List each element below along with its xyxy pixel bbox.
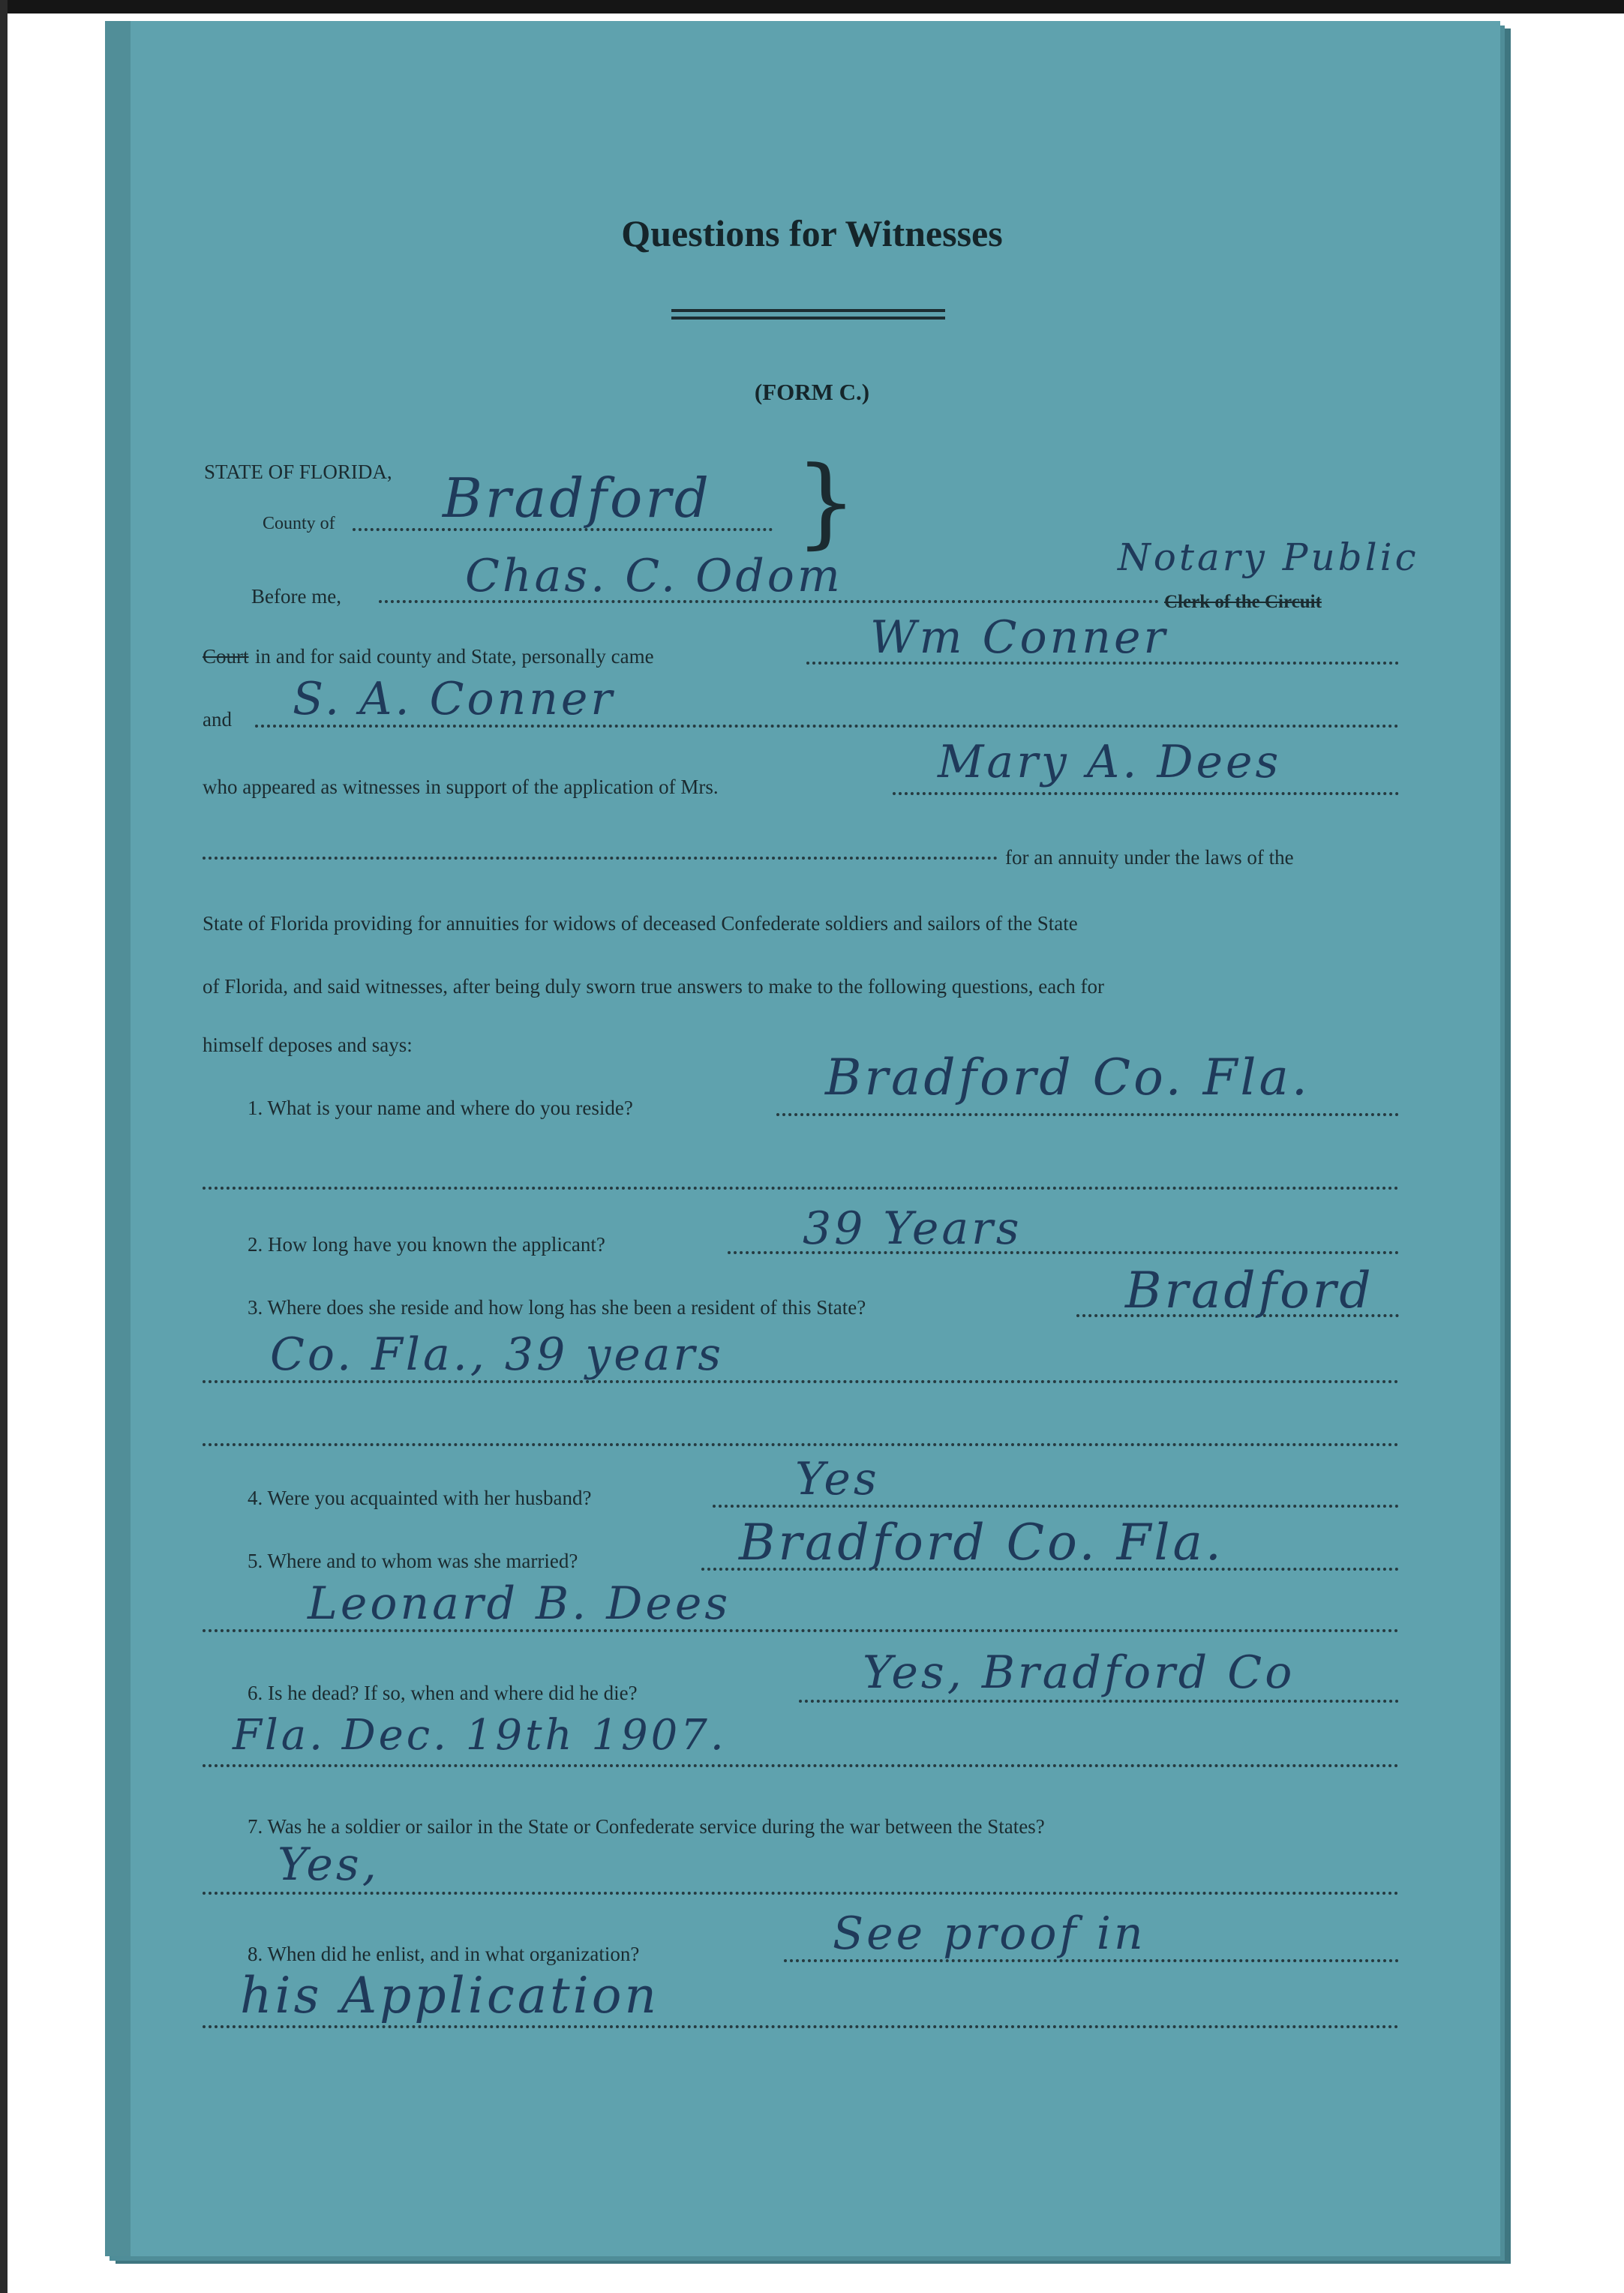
form-label: (FORM C.) [754, 379, 870, 405]
answer-5b: Leonard B. Dees [308, 1577, 731, 1630]
form-paper [105, 21, 1500, 2256]
answer-8a: See proof in [833, 1907, 1146, 1960]
question-1: 1. What is your name and where do you reside? [248, 1097, 633, 1119]
annuity-line [203, 857, 998, 860]
answer-3b: Co. Fla., 39 years [270, 1328, 724, 1381]
answer-1-line [776, 1113, 1399, 1116]
before-me-label: Before me, [251, 585, 341, 608]
county-label: County of [263, 514, 335, 533]
applicant-line [893, 792, 1399, 795]
question-3: 3. Where does she reside and how long has she been a resident of this State? [248, 1296, 866, 1319]
appeared-text: who appeared as witnesses in support of the application of Mrs. [203, 776, 719, 798]
answer-5a: Bradford Co. Fla. [739, 1514, 1224, 1571]
county-brace: } [795, 445, 857, 559]
question-5: 5. Where and to whom was she married? [248, 1550, 578, 1572]
body-line-1: State of Florida providing for annuities for widows of deceased Confederate soldiers and sailors of the State [203, 912, 1078, 935]
question-2: 2. How long have you known the applicant? [248, 1233, 605, 1256]
answer-7-line [203, 1892, 1399, 1895]
title-rule-bottom [671, 317, 945, 320]
answer-8-line-2 [203, 2025, 1399, 2028]
question-6: 6. Is he dead? If so, when and where did he die? [248, 1682, 638, 1704]
question-8: 8. When did he enlist, and in what organization? [248, 1943, 640, 1965]
applicant-name: Mary A. Dees [938, 736, 1282, 788]
answer-3a: Bradford [1125, 1262, 1374, 1319]
question-4: 4. Were you acquainted with her husband? [248, 1487, 592, 1509]
answer-6-line-2 [203, 1764, 1399, 1767]
annuity-text: for an annuity under the laws of the [1005, 846, 1294, 869]
answer-1: Bradford Co. Fla. [825, 1049, 1310, 1106]
witness-1-name: Wm Conner [870, 611, 1169, 664]
clerk-label: Clerk of the Circuit [1164, 592, 1322, 612]
answer-4: Yes [795, 1453, 880, 1505]
body-line-2: of Florida, and said witnesses, after being duly sworn true answers to make to the following questions, each for [203, 975, 1104, 998]
and-label: and [203, 708, 232, 731]
answer-6b: Fla. Dec. 19th 1907. [233, 1711, 727, 1760]
witness-2-name: S. A. Conner [293, 673, 616, 725]
title-rule-top [671, 309, 945, 312]
answer-8b: his Application [240, 1967, 660, 2024]
form-title: Questions for Witnesses [621, 212, 1003, 254]
answer-6-line [799, 1700, 1399, 1703]
answer-1-line-2 [203, 1187, 1399, 1190]
state-label: STATE OF FLORIDA, [204, 461, 392, 483]
scan-left-edge [0, 0, 8, 2293]
scan-top-edge [0, 0, 1624, 14]
answer-7: Yes, [278, 1838, 380, 1891]
question-7: 7. Was he a soldier or sailor in the State or Confederate service during the war between the States? [248, 1815, 1045, 1838]
official-name: Chas. C. Odom [465, 550, 843, 602]
body-line-3: himself deposes and says: [203, 1034, 413, 1056]
answer-6a: Yes, Bradford Co [863, 1646, 1295, 1699]
court-label: Court [203, 645, 249, 668]
answer-3-line-3 [203, 1443, 1399, 1446]
county-handwriting: Bradford [443, 467, 712, 530]
official-title: Notary Public [1118, 536, 1419, 579]
answer-2: 39 Years [803, 1202, 1022, 1255]
court-text: in and for said county and State, personally came [255, 645, 654, 668]
